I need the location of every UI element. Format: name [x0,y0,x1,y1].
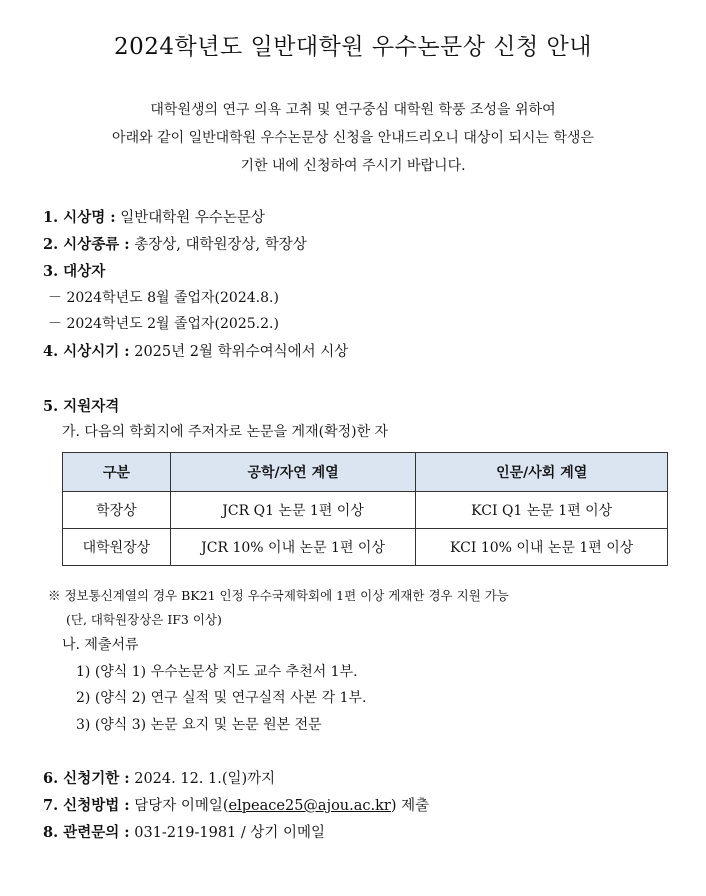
criteria-table [62,452,668,566]
table-row [63,529,668,566]
section-award-types [43,233,307,254]
intro-line: 기한 내에 신청하여 주시기 바랍니다. [240,158,466,174]
section-application-method [43,794,429,815]
eligible-item: － 2024학년도 8월 졸업자(2024.8.) [48,290,279,306]
table-cell: KCI 10% 이내 논문 1편 이상 [416,529,668,566]
section-award-name [43,206,265,227]
section-text: 031-219-1981 / 상기 이메일 [129,825,326,841]
intro-line: 아래와 같이 일반대학원 우수논문상 신청을 안내드리오니 대상이 되시는 학생은 [112,130,594,146]
section-text: 2024. 12. 1.(일)까지 [129,771,276,787]
section-text: 담당자 이메일( [129,798,229,814]
section-heading: 6. 신청기한 : [43,770,130,787]
section-eligible-students [43,260,105,281]
table-cell: JCR 10% 이내 논문 1편 이상 [170,529,416,566]
section-text: 2025년 2월 학위수여식에서 시상 [129,344,349,360]
section-heading: 5. 지원자격 [43,398,120,415]
section-qualifications [43,395,119,416]
section-text: 일반대학원 우수논문상 [115,210,265,226]
qualification-sub-b: 나. 제출서류 [62,637,139,653]
section-heading: 4. 시상시기 : [43,343,130,360]
section-deadline [43,767,275,788]
intro-paragraph [20,96,686,180]
table-note: ※ 정보통신계열의 경우 BK21 인정 우수국제학회에 1편 이상 게재한 경우 지원 가능 [48,588,509,603]
table-cell: KCI Q1 논문 1편 이상 [416,492,668,529]
table-row [63,492,668,529]
section-heading: 8. 관련문의 : [43,824,130,841]
section-award-timing [43,340,348,361]
table-header-cell: 공학/자연 계열 [170,453,416,492]
document-item: 1) (양식 1) 우수논문상 지도 교수 추천서 1부. [76,664,358,680]
section-heading: 2. 시상종류 : [43,236,130,253]
eligible-item: － 2024학년도 2월 졸업자(2025.2.) [48,316,279,332]
section-heading: 1. 시상명 : [43,209,116,226]
section-heading: 3. 대상자 [43,263,106,280]
section-heading: 7. 신청방법 : [43,797,130,814]
document-title: 2024학년도 일반대학원 우수논문상 신청 안내 [114,34,592,60]
document-item: 3) (양식 3) 논문 요지 및 논문 원본 전문 [76,717,322,733]
email-link[interactable]: elpeace25@ajou.ac.kr [228,798,391,814]
table-header-row [63,453,668,492]
qualification-sub-a: 가. 다음의 학회지에 주저자로 논문을 게재(확정)한 자 [62,424,389,440]
section-inquiries [43,821,325,842]
document-item: 2) (양식 2) 연구 실적 및 연구실적 사본 각 1부. [76,690,367,706]
section-text: 총장상, 대학원장상, 학장상 [129,237,307,253]
intro-line: 대학원생의 연구 의욕 고취 및 연구중심 대학원 학풍 조성을 위하여 [150,102,556,118]
table-cell: 대학원장상 [63,529,171,566]
table-header-cell: 인문/사회 계열 [416,453,668,492]
table-note: (단, 대학원장상은 IF3 이상) [66,612,222,627]
table-cell: 학장상 [63,492,171,529]
section-text: ) 제출 [390,798,430,814]
table-header-cell: 구분 [63,453,171,492]
table-cell: JCR Q1 논문 1편 이상 [170,492,416,529]
